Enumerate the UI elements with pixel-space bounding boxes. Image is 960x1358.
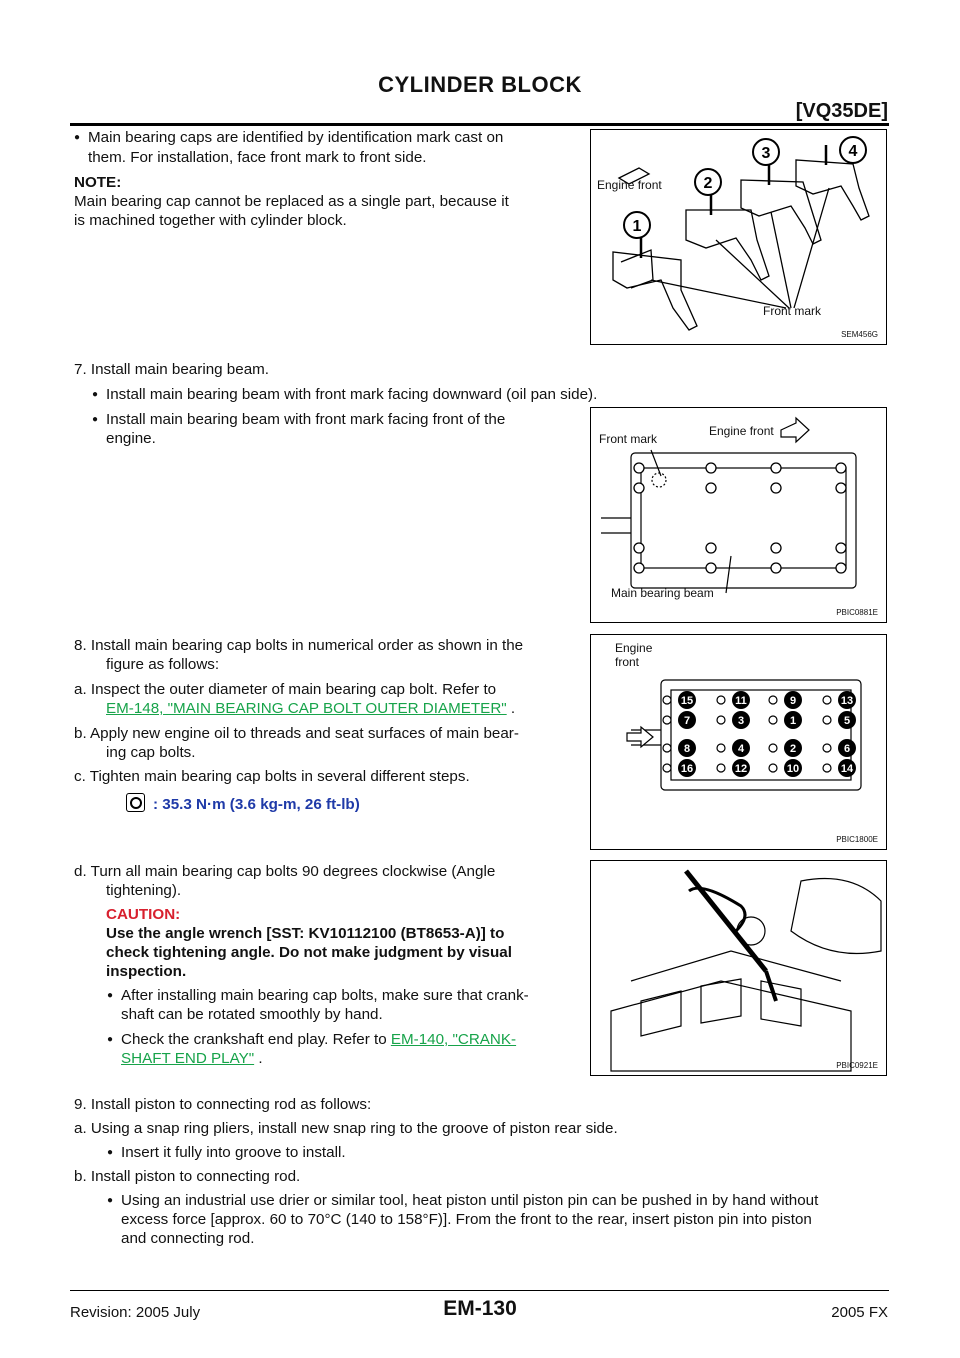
bolt-4: 4: [737, 743, 745, 755]
label-front: front: [615, 655, 640, 669]
label-front-mark-2: Front mark: [599, 432, 658, 446]
bolt-12: 12: [734, 763, 748, 775]
torque-wrench-icon: [126, 793, 145, 812]
bolt-16: 16: [680, 763, 694, 775]
bolt-11: 11: [735, 695, 747, 707]
label-engine-front-2: Engine front: [709, 424, 774, 438]
engine-code: [VQ35DE]: [795, 100, 888, 122]
label-front-mark: Front mark: [763, 304, 822, 318]
ref-link-em140[interactable]: EM-140, "CRANK-: [390, 1031, 517, 1048]
step-8d: d. Turn all main bearing cap bolts 90 degrees clockwise (Angle: [74, 863, 496, 880]
caution-line-3: inspection.: [106, 963, 187, 980]
step-9b-bullet: ● Using an industrial use drier or similar tool, heat piston until piston pin can be pushed in by hand without: [121, 1191, 818, 1210]
model-year: 2005 FX: [831, 1304, 888, 1321]
step-8c: c. Tighten main bearing cap bolts in several different steps.: [74, 768, 470, 785]
note-line-1: Main bearing cap cannot be replaced as a single part, because it: [74, 193, 509, 210]
label-engine-front: Engine front: [597, 178, 662, 192]
torque-value: : 35.3 N·m (3.6 kg-m, 26 ft-lb): [153, 796, 360, 813]
step-9b: b. Install piston to connecting rod.: [74, 1168, 301, 1185]
bullet-caps-id-cont: them. For installation, face front mark to front side.: [88, 149, 427, 166]
figure-code-4: PBIC0921E: [836, 1061, 878, 1070]
bolt-14: 14: [840, 763, 854, 775]
step-8a-ref: [106, 699, 515, 718]
step-7: 7. Install main bearing beam.: [74, 361, 270, 378]
bolt-6: 6: [843, 743, 851, 755]
ref-end-2: .: [254, 1050, 263, 1067]
cap-number-1: 1: [632, 218, 642, 235]
step-9a-bullet: ● Insert it fully into groove to install.: [121, 1143, 346, 1162]
step-9: 9. Install piston to connecting rod as follows:: [74, 1096, 372, 1113]
caution-label: CAUTION:: [106, 906, 181, 923]
bolt-2: 2: [789, 743, 797, 755]
endplay-text: Check the crankshaft end play. Refer to: [121, 1031, 391, 1048]
ref-link-em148[interactable]: EM-148, "MAIN BEARING CAP BOLT OUTER DIAMETER": [106, 700, 507, 717]
revision-date: Revision: 2005 July: [70, 1304, 201, 1321]
header-rule: [70, 123, 889, 126]
step-8d-bullet-1: ● After installing main bearing cap bolts, make sure that crank-: [121, 986, 529, 1005]
figure-angle-wrench: [590, 860, 887, 1076]
bolt-10: 10: [786, 763, 800, 775]
cap-number-2: 2: [703, 175, 713, 192]
ref-link-em140-cont[interactable]: SHAFT END PLAY": [121, 1050, 255, 1067]
bolt-7: 7: [683, 715, 691, 727]
note-label: NOTE:: [74, 174, 122, 191]
figure-code-3: PBIC1800E: [836, 835, 878, 844]
bolt-13: 13: [840, 695, 854, 707]
page-title: CYLINDER BLOCK: [378, 72, 582, 97]
step-7-bullet-2-cont: engine.: [106, 430, 156, 447]
bolt-3: 3: [737, 715, 745, 727]
step-9b-bullet-cont-1: excess force [approx. 60 to 70°C (140 to 158°F)]. From the front to the rear, insert piston pin into piston: [121, 1211, 812, 1228]
figure-main-bearing-caps: [590, 129, 887, 345]
bolt-8: 8: [683, 743, 691, 755]
step-7-bullet-2: ● Install main bearing beam with front mark facing front of the: [106, 410, 505, 429]
cap-number-3: 3: [761, 145, 771, 162]
footer-rule: [70, 1290, 889, 1291]
label-engine: Engine: [615, 641, 653, 655]
bolt-9: 9: [789, 695, 797, 707]
caution-line-1: Use the angle wrench [SST: KV10112100 (BT8653-A)] to: [106, 925, 505, 942]
bolt-1: 1: [789, 715, 797, 727]
step-8d-bullet-2: [121, 1030, 516, 1049]
step-8d-bullet-1-cont: shaft can be rotated smoothly by hand.: [121, 1006, 383, 1023]
torque-spec: [126, 793, 360, 814]
bullet-caps-id: ● Main bearing caps are identified by identification mark cast on: [88, 128, 503, 147]
step-7-bullet-1: ● Install main bearing beam with front mark facing downward (oil pan side).: [106, 385, 597, 404]
step-8b-cont: ing cap bolts.: [106, 744, 196, 761]
note-line-2: is machined together with cylinder block.: [74, 212, 347, 229]
bolt-5: 5: [843, 715, 851, 727]
label-main-bearing-beam: Main bearing beam: [611, 586, 714, 600]
ref-end: .: [506, 700, 516, 717]
page-number: EM-130: [443, 1297, 517, 1320]
step-8b: b. Apply new engine oil to threads and seat surfaces of main bear-: [74, 725, 519, 742]
bolt-15: 15: [680, 695, 694, 707]
cap-number-4: 4: [848, 143, 858, 160]
step-9b-bullet-cont-2: and connecting rod.: [121, 1230, 255, 1247]
figure-code-2: PBIC0881E: [836, 608, 878, 617]
figure-code: SEM456G: [841, 330, 878, 339]
step-8-cont: figure as follows:: [106, 656, 220, 673]
caution-line-2: check tightening angle. Do not make judgment by visual: [106, 944, 512, 961]
step-8d-bullet-2-cont: [121, 1049, 263, 1068]
step-9a: a. Using a snap ring pliers, install new snap ring to the groove of piston rear side.: [74, 1120, 618, 1137]
step-8a: a. Inspect the outer diameter of main bearing cap bolt. Refer to: [74, 681, 497, 698]
step-8: 8. Install main bearing cap bolts in numerical order as shown in the: [74, 637, 524, 654]
figure-bolt-order: [590, 634, 887, 850]
figure-main-bearing-beam: [590, 407, 887, 623]
step-8d-cont: tightening).: [106, 882, 182, 899]
